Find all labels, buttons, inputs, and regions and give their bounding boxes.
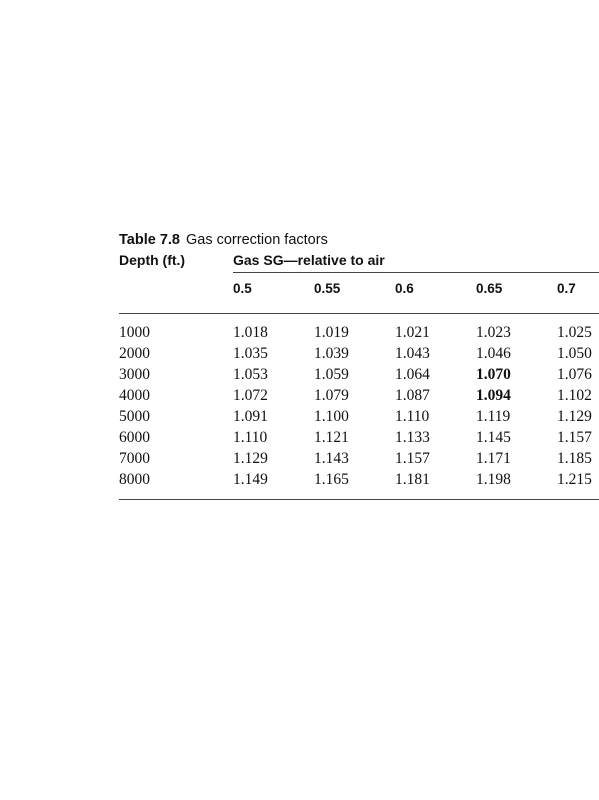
table-row (119, 343, 599, 364)
group-header-rule (233, 272, 599, 273)
gas-sg-group-header: Gas SG—relative to air (233, 252, 385, 268)
table-row (119, 364, 599, 385)
factor-cell: 1.019 (314, 324, 349, 341)
table-body (119, 314, 599, 500)
table-caption (119, 231, 599, 249)
factor-cell: 1.149 (233, 471, 268, 488)
depth-cell: 3000 (119, 366, 150, 383)
factor-cell: 1.039 (314, 345, 349, 362)
factor-cell: 1.094 (476, 387, 511, 404)
factor-cell: 1.185 (557, 450, 592, 467)
sg-column-header: 0.55 (314, 281, 341, 296)
factor-cell: 1.043 (395, 345, 430, 362)
factor-cell: 1.145 (476, 429, 511, 446)
depth-cell: 2000 (119, 345, 150, 362)
table-number: Table 7.8 (119, 232, 180, 248)
sg-column-headers (119, 275, 599, 313)
factor-cell: 1.181 (395, 471, 430, 488)
table-header-top (119, 249, 599, 271)
sg-column-header: 0.65 (476, 281, 503, 296)
sg-column-header: 0.5 (233, 281, 252, 296)
factor-cell: 1.072 (233, 387, 268, 404)
factor-cell: 1.076 (557, 366, 592, 383)
depth-cell: 6000 (119, 429, 150, 446)
factor-cell: 1.110 (233, 429, 268, 446)
sg-column-header: 0.7 (557, 281, 576, 296)
depth-cell: 1000 (119, 324, 150, 341)
table-row (119, 385, 599, 406)
factor-cell: 1.119 (476, 408, 511, 425)
factor-cell: 1.064 (395, 366, 430, 383)
table-row (119, 322, 599, 343)
factor-cell: 1.198 (476, 471, 511, 488)
table-row (119, 469, 599, 490)
factor-cell: 1.059 (314, 366, 349, 383)
depth-column-header: Depth (ft.) (119, 252, 186, 268)
factor-cell: 1.053 (233, 366, 268, 383)
factor-cell: 1.070 (476, 366, 511, 383)
factor-cell: 1.018 (233, 324, 268, 341)
factor-cell: 1.171 (476, 450, 511, 467)
factor-cell: 1.165 (314, 471, 349, 488)
factor-cell: 1.091 (233, 408, 268, 425)
factor-cell: 1.110 (395, 408, 430, 425)
factor-cell: 1.102 (557, 387, 592, 404)
gas-correction-table (119, 231, 599, 500)
sg-column-header: 0.6 (395, 281, 414, 296)
table-row (119, 406, 599, 427)
factor-cell: 1.079 (314, 387, 349, 404)
factor-cell: 1.021 (395, 324, 430, 341)
factor-cell: 1.035 (233, 345, 268, 362)
factor-cell: 1.215 (557, 471, 592, 488)
factor-cell: 1.025 (557, 324, 592, 341)
factor-cell: 1.157 (395, 450, 430, 467)
factor-cell: 1.050 (557, 345, 592, 362)
depth-cell: 8000 (119, 471, 150, 488)
factor-cell: 1.129 (557, 408, 592, 425)
table-row (119, 448, 599, 469)
factor-cell: 1.121 (314, 429, 349, 446)
depth-cell: 5000 (119, 408, 150, 425)
table-title: Gas correction factors (185, 232, 328, 248)
table-row (119, 427, 599, 448)
depth-cell: 4000 (119, 387, 150, 404)
factor-cell: 1.023 (476, 324, 511, 341)
factor-cell: 1.129 (233, 450, 268, 467)
factor-cell: 1.100 (314, 408, 349, 425)
factor-cell: 1.087 (395, 387, 430, 404)
factor-cell: 1.046 (476, 345, 511, 362)
factor-cell: 1.133 (395, 429, 430, 446)
factor-cell: 1.143 (314, 450, 349, 467)
depth-cell: 7000 (119, 450, 150, 467)
factor-cell: 1.157 (557, 429, 592, 446)
